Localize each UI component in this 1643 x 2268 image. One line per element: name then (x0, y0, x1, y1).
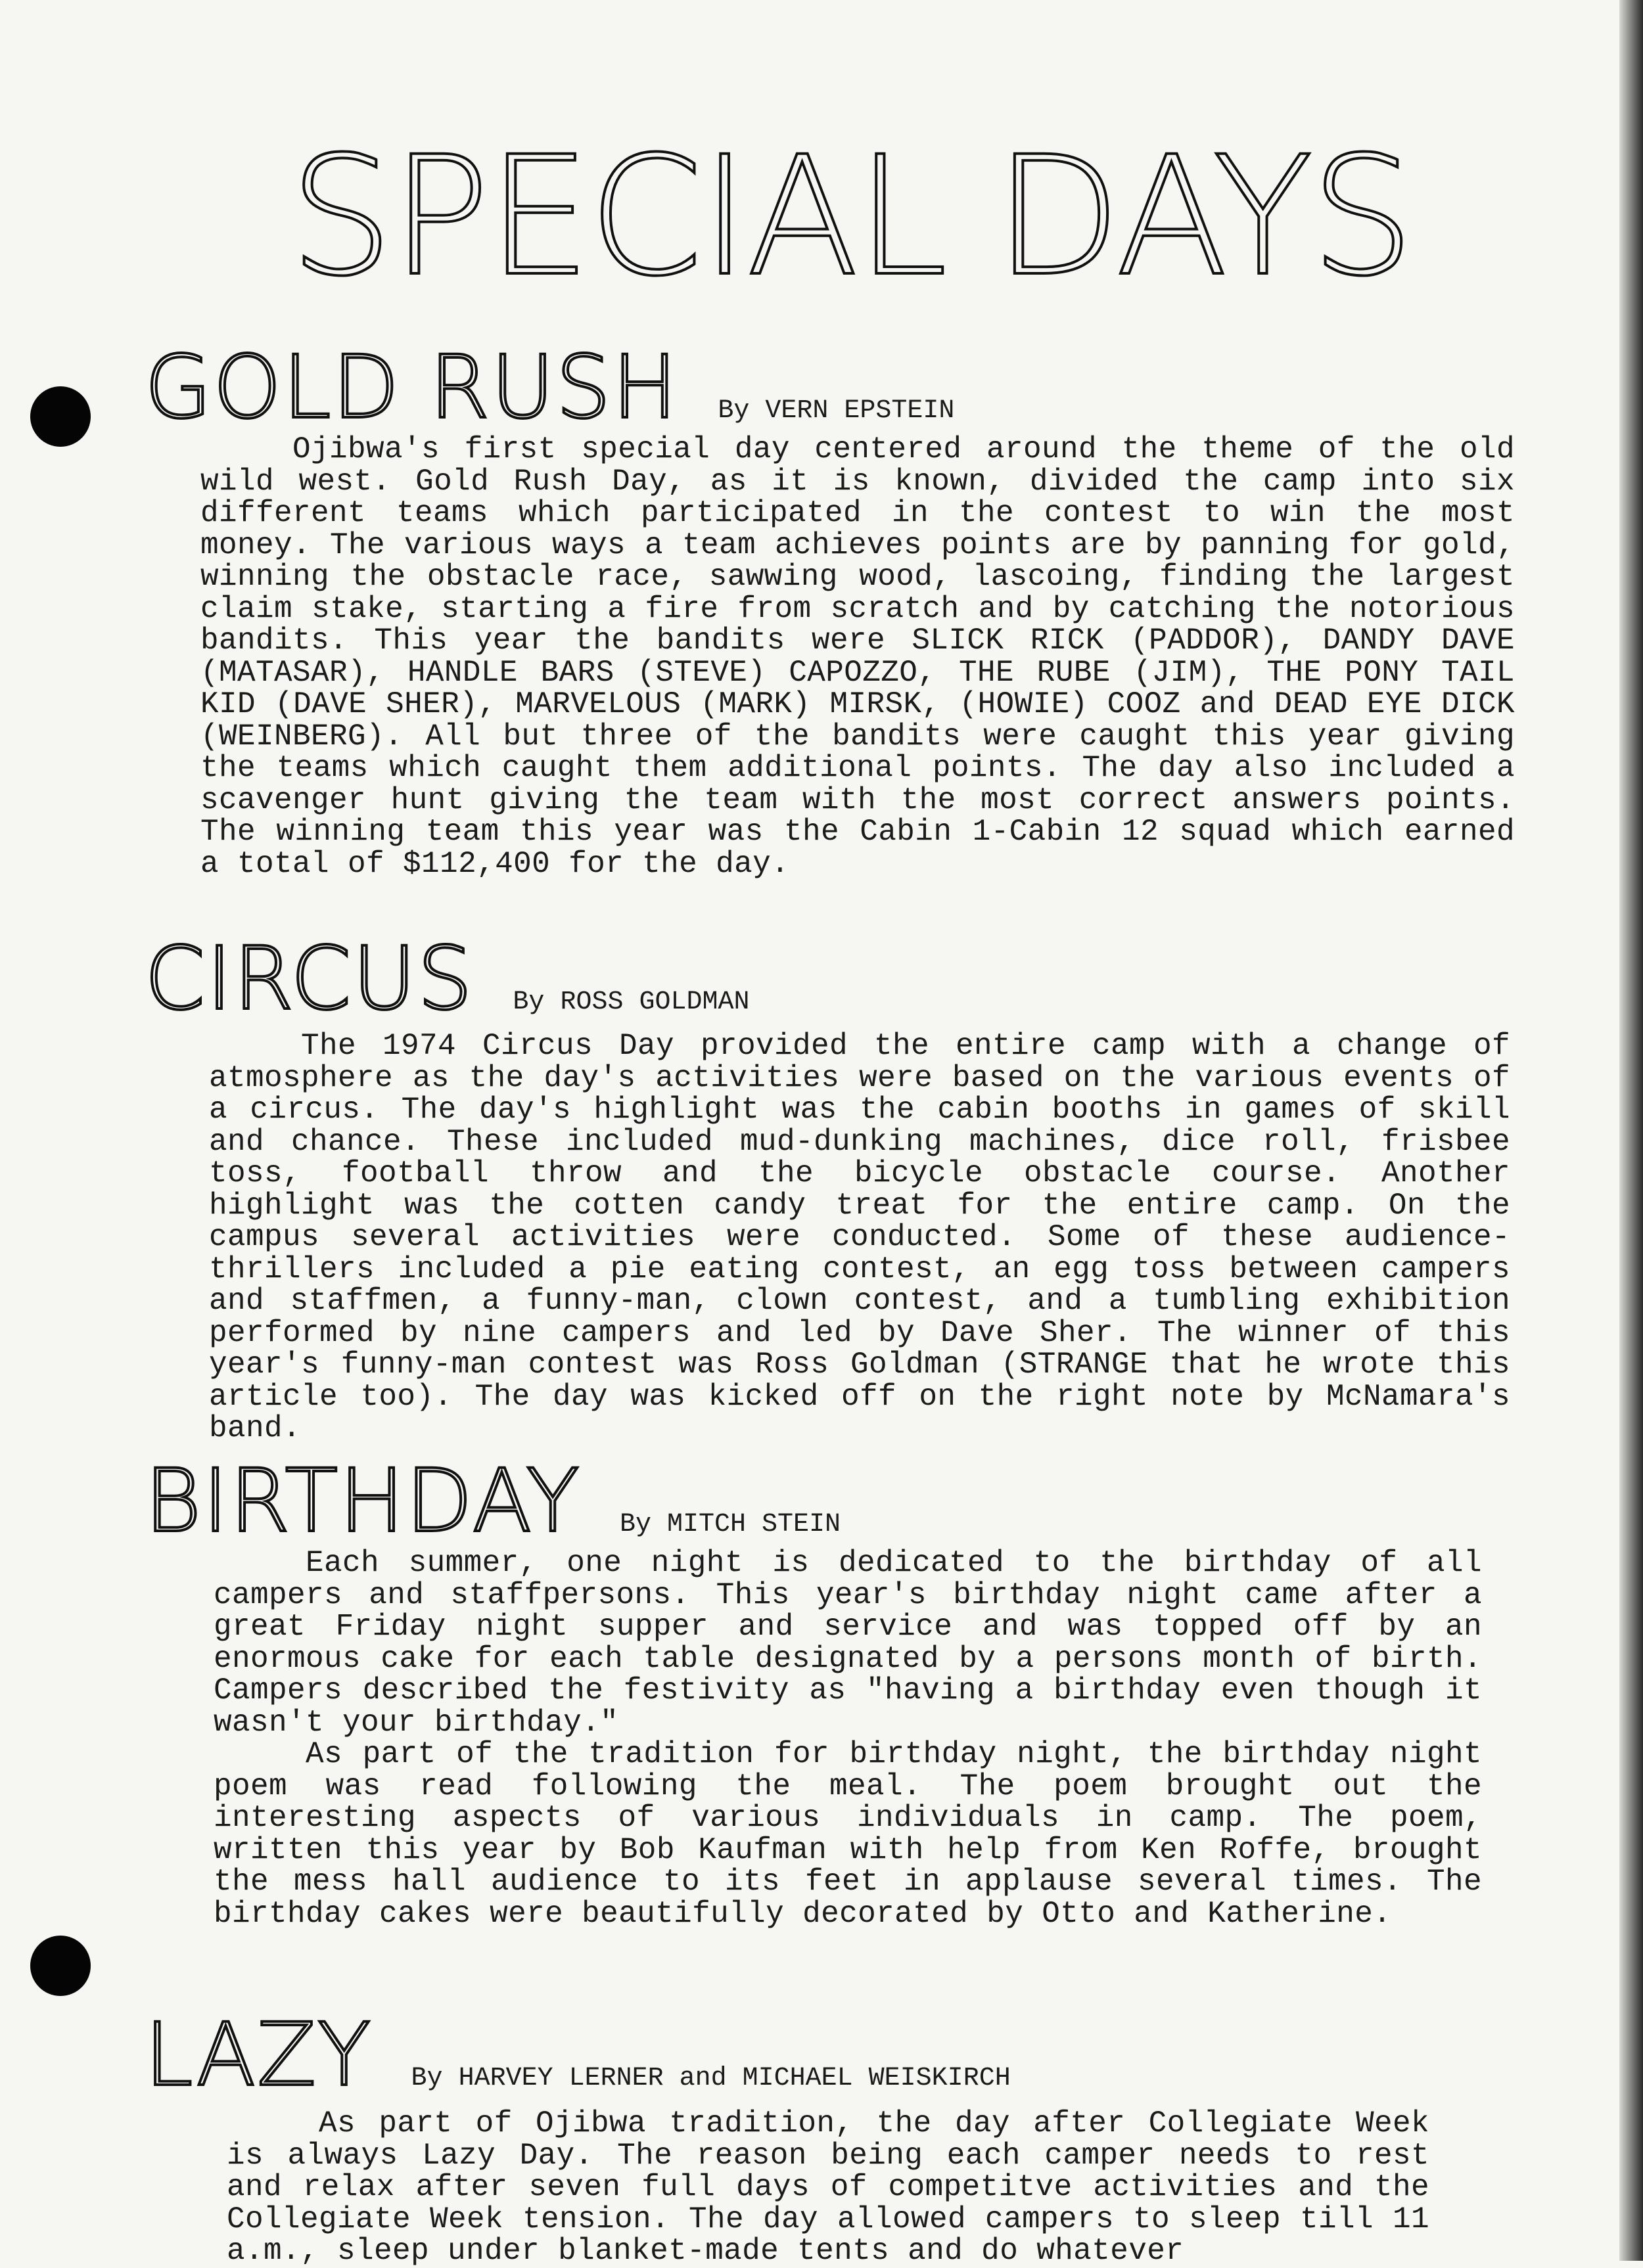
section-title: GOLD RUSH (145, 337, 679, 438)
paragraph: Ojibwa's first special day centered around the theme of the old wild west. Gold Rush Day, as it is known, divided the camp into six different teams which participated in the contest to win the most money. The various ways a team achieves points are by panning for gold, winning the obstacle race, sawwing wood, lascoing, finding the largest claim stake, starting a fire from scratch and by catching the notorious bandits. This year the bandits were SLICK RICK (PADDOR), DANDY DAVE (MATASAR), HANDLE BARS (STEVE) CAPOZZO, THE RUBE (JIM), THE PONY TAIL KID (DAVE SHER), MARVELOUS (MARK) MIRSK, (HOWIE) COOZ and DEAD EYE DICK (WEINBERG). All but three of the bandits were caught this year giving the teams which caught them additional points. The day also included a scavenger hunt giving the team with the most correct answers points. The winning team this year was the Cabin 1-Cabin 12 squad which earned a total of $112,400 for the day. (200, 432, 1515, 881)
by-label: By (513, 987, 545, 1017)
author-name: ROSS GOLDMAN (560, 987, 750, 1017)
page-edge-shadow (1619, 0, 1643, 2261)
article-body-circus (209, 1030, 1510, 1445)
paragraph: The 1974 Circus Day provided the entire camp with a change of atmosphere as the day's activities were based on the various events of a circus. The day's highlight was the cabin booths in games of skill and chance. These included mud-dunking machines, dice roll, frisbee toss, football throw and the bicycle obstacle course. Another highlight was the cotten candy treat for the entire camp. On the campus several activities were conducted. Some of these audience-thrillers included a pie eating contest, an egg toss between campers and staffmen, a funny-man, clown contest, and a tumbling exhibition performed by nine campers and led by Dave Sher. The winner of this year's funny-man contest was Ross Goldman (STRANGE that he wrote this article too). The day was kicked off on the right note by McNamara's band. (209, 1029, 1510, 1445)
paragraph: As part of Ojibwa tradition, the day after Collegiate Week is always Lazy Day. The reason being each camper needs to rest and relax after seven full days of competitve activities and the Collegiate Week tension. The day allowed campers to sleep till 11 a.m., sleep under blanket-made tents and do whatever (227, 2106, 1429, 2268)
article-header-gold-rush (145, 337, 955, 438)
author-name: HARVEY LERNER and MICHAEL WEISKIRCH (458, 2064, 1011, 2093)
binder-punch-hole (30, 1936, 91, 1996)
article-body-lazy (227, 2108, 1429, 2267)
author-name: MITCH STEIN (667, 1510, 841, 1539)
article-header-lazy (145, 2005, 1011, 2106)
byline (718, 396, 954, 427)
article-header-circus (145, 928, 750, 1030)
author-name: VERN EPSTEIN (765, 396, 955, 426)
byline (411, 2063, 1011, 2095)
by-label: By (718, 396, 750, 426)
binder-punch-hole (30, 386, 91, 447)
byline (620, 1509, 841, 1541)
article-header-birthday (145, 1451, 841, 1552)
byline (513, 987, 749, 1018)
article-body-gold-rush (200, 434, 1515, 880)
article-body-birthday (214, 1547, 1482, 1930)
paragraph: Each summer, one night is dedicated to the birthday of all campers and staffpersons. This year's birthday night came after a great Friday night supper and service and was topped off by an enormous cake for each table designated by a persons month of birth. Campers described the festivity as "having a birthday even though it wasn't your birthday." (214, 1546, 1482, 1740)
section-title: BIRTHDAY (145, 1451, 581, 1552)
by-label: By (411, 2064, 443, 2093)
by-label: By (619, 1510, 651, 1539)
section-title: LAZY (145, 2005, 372, 2106)
paragraph: As part of the tradition for birthday night, the birthday night poem was read following the meal. The poem brought out the interesting aspects of various individuals in camp. The poem, written this year by Bob Kaufman with help from Ken Roffe, brought the mess hall audience to its feet in applause several times. The birthday cakes were beautifully decorated by Otto and Katherine. (214, 1737, 1482, 1931)
section-title: CIRCUS (145, 928, 474, 1030)
page-title: SPECIAL DAYS (289, 121, 1412, 312)
